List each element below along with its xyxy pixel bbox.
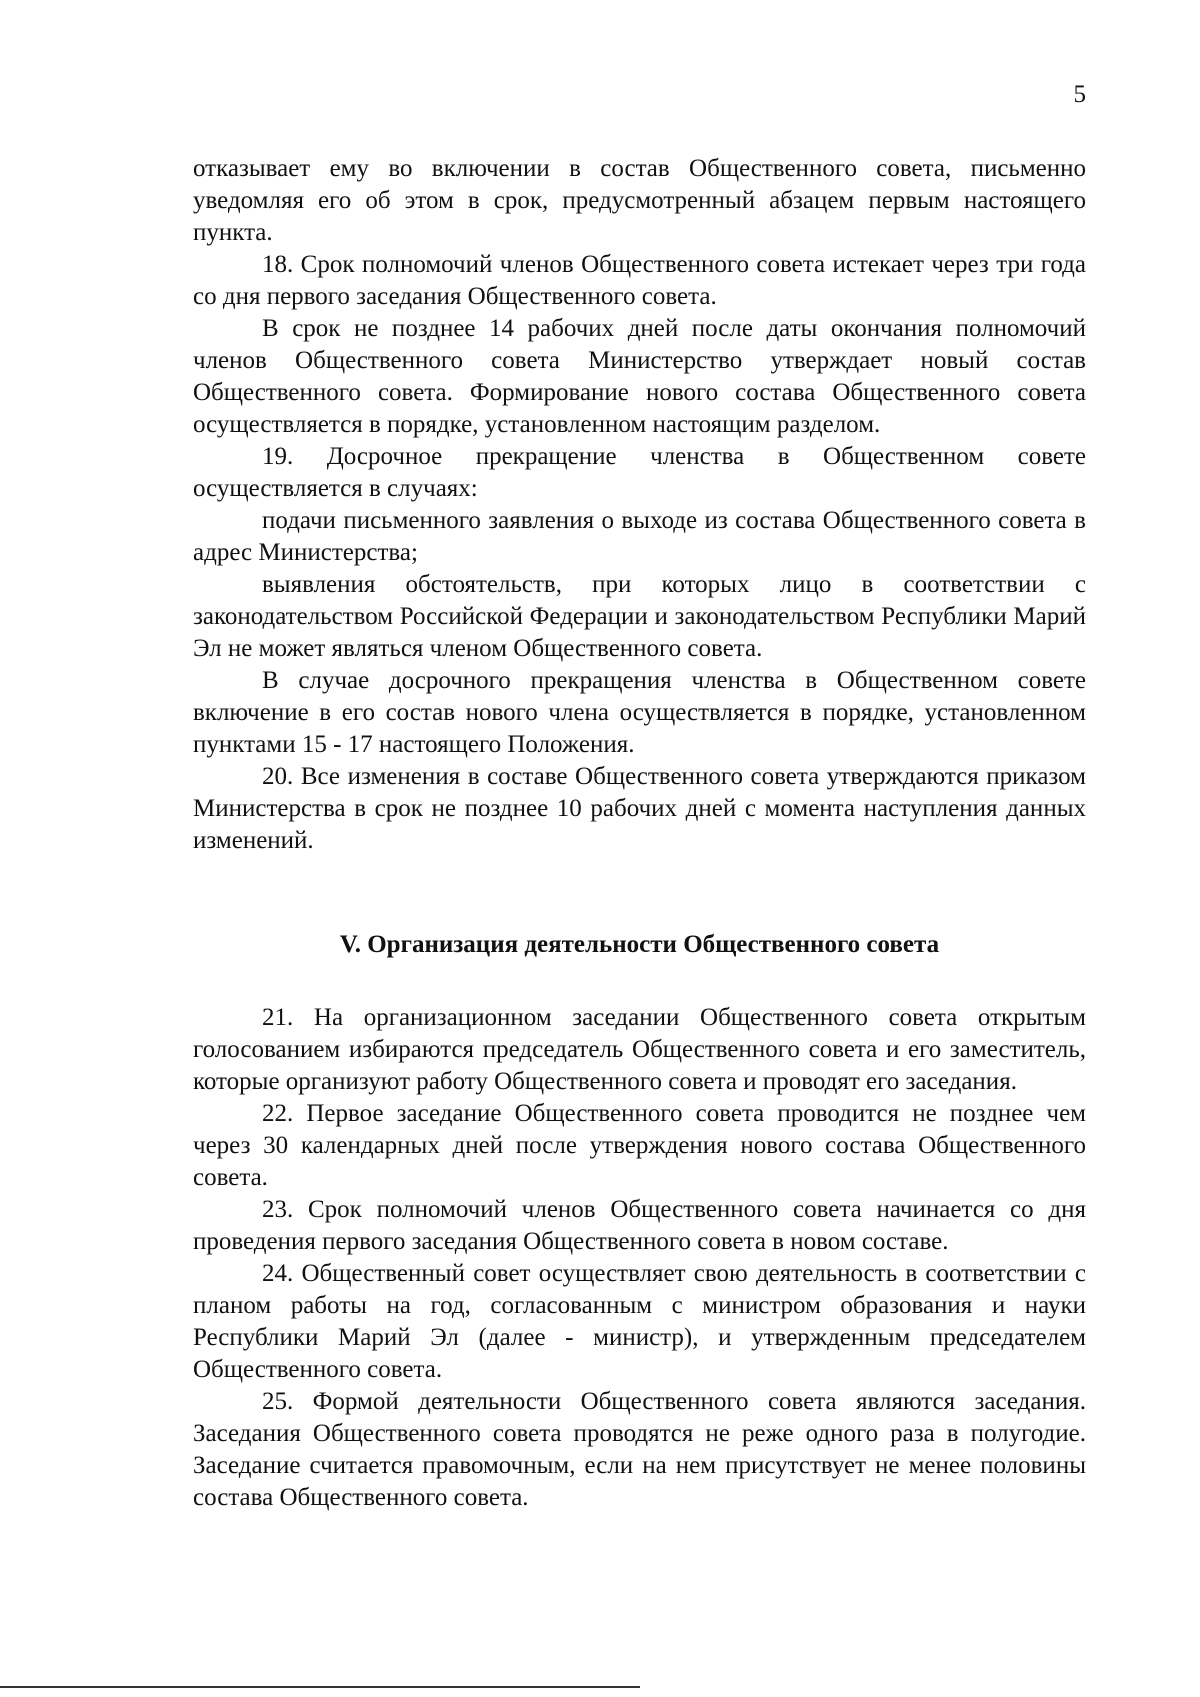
paragraph-item-19: 19. Досрочное прекращение членства в Общественном совете осуществляется в случаях: — [193, 443, 1086, 502]
paragraph-item-21: 21. На организационном заседании Общественного совета открытым голосованием избираются председатель Общественного совета и его заместитель, которые организуют работу Общественного совета и проводят его заседания. — [193, 1004, 1086, 1095]
body-text-lower — [193, 1002, 1086, 1514]
page-number: 5 — [1073, 81, 1086, 108]
body-text-upper — [193, 153, 1086, 857]
paragraph-continuation: отказывает ему во включении в состав Общественного совета, письменно уведомляя его об этом в срок, предусмотренный абзацем первым настоящего пункта. — [193, 155, 1086, 246]
paragraph: подачи письменного заявления о выходе из состава Общественного совета в адрес Министерства; — [193, 507, 1086, 566]
footer-rule — [0, 1686, 640, 1688]
paragraph-item-18: 18. Срок полномочий членов Общественного совета истекает через три года со дня первого заседания Общественного совета. — [193, 251, 1086, 310]
paragraph-item-24: 24. Общественный совет осуществляет свою деятельность в соответствии с планом работы на год, согласованным с министром образования и науки Республики Марий Эл (далее - министр), и утвержденным председателем Общественного совета. — [193, 1260, 1086, 1383]
paragraph-item-22: 22. Первое заседание Общественного совета проводится не позднее чем через 30 календарных дней после утверждения нового состава Общественного совета. — [193, 1100, 1086, 1191]
section-heading: V. Организация деятельности Общественного совета — [339, 931, 940, 958]
paragraph: выявления обстоятельств, при которых лицо в соответствии с законодательством Российской Федерации и законодательством Республики Марий Эл не может являться членом Общественного совета. — [193, 571, 1086, 662]
paragraph: В срок не позднее 14 рабочих дней после даты окончания полномочий членов Общественного совета Министерство утверждает новый состав Общественного совета. Формирование нового состава Общественного совета осуществляется в порядке, установленном настоящим разделом. — [193, 315, 1086, 438]
paragraph: В случае досрочного прекращения членства в Общественном совете включение в его состав нового члена осуществляется в порядке, установленном пунктами 15 - 17 настоящего Положения. — [193, 667, 1086, 758]
paragraph-item-20: 20. Все изменения в составе Общественного совета утверждаются приказом Министерства в срок не позднее 10 рабочих дней с момента наступления данных изменений. — [193, 763, 1086, 854]
paragraph-item-23: 23. Срок полномочий членов Общественного совета начинается со дня проведения первого заседания Общественного совета в новом составе. — [193, 1196, 1086, 1255]
paragraph-item-25: 25. Формой деятельности Общественного совета являются заседания. Заседания Общественного совета проводятся не реже одного раза в полугодие. Заседание считается правомочным, если на нем присутствует не менее половины состава Общественного совета. — [193, 1388, 1086, 1511]
